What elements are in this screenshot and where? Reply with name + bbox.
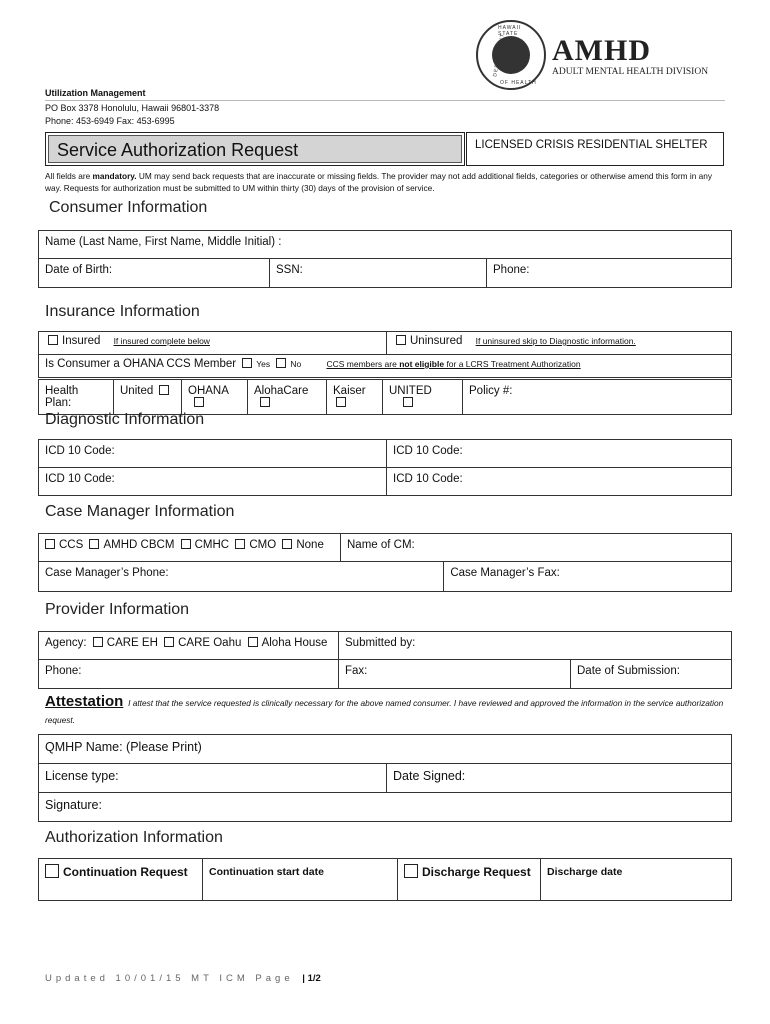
discharge-checkbox[interactable]: [404, 864, 418, 878]
cm-none-checkbox[interactable]: [282, 539, 292, 549]
consumer-phone-field[interactable]: Phone:: [487, 259, 732, 288]
attestation-text: I attest that the service requested is clinically necessary for the above named consumer. I have reviewed and approved the information in the service authorization request.: [45, 698, 724, 725]
submission-date-field[interactable]: Date of Submission:: [571, 660, 732, 689]
plan-ohana-checkbox[interactable]: [194, 397, 204, 407]
plan-united2: UNITED: [383, 380, 463, 415]
plan-alohacare-checkbox[interactable]: [260, 397, 270, 407]
plan-united: United: [114, 380, 182, 415]
cm-amhd-checkbox[interactable]: [89, 539, 99, 549]
seal-text-bottom: OF HEALTH: [500, 80, 537, 86]
seal-text-left: DEPARTMENT: [492, 32, 506, 78]
attestation-block: [45, 693, 725, 729]
insurance-table: [38, 331, 732, 378]
plan-kaiser: Kaiser: [327, 380, 383, 415]
hawaii-doh-seal: [476, 20, 546, 90]
signature-field[interactable]: Signature:: [39, 793, 732, 822]
org-name: Utilization Management: [45, 88, 146, 98]
page-number: 1/2: [307, 973, 321, 984]
page-title: Service Authorization Request: [48, 135, 462, 163]
consumer-heading: Consumer Information: [49, 199, 208, 216]
cm-cmo-checkbox[interactable]: [235, 539, 245, 549]
ssn-field[interactable]: SSN:: [270, 259, 487, 288]
icd-code-1[interactable]: ICD 10 Code:: [39, 440, 387, 468]
date-signed-field[interactable]: Date Signed:: [387, 764, 732, 793]
provider-fax-field[interactable]: Fax:: [339, 660, 571, 689]
icd-code-4[interactable]: ICD 10 Code:: [387, 468, 732, 496]
attestation-heading: Attestation: [45, 693, 124, 710]
ohana-no-checkbox[interactable]: [276, 358, 286, 368]
agency-care-oahu-checkbox[interactable]: [164, 637, 174, 647]
cm-cmhc-checkbox[interactable]: [181, 539, 191, 549]
logo-subtitle: ADULT MENTAL HEALTH DIVISION: [552, 67, 709, 77]
provider-table: [38, 631, 732, 689]
plan-alohacare: AlohaCare: [248, 380, 327, 415]
seal-text-top: HAWAII STATE: [498, 25, 522, 37]
discharge-date-field[interactable]: Discharge date: [541, 859, 732, 901]
consumer-table: [38, 230, 732, 288]
continuation-date-field[interactable]: Continuation start date: [203, 859, 398, 901]
dob-field[interactable]: Date of Birth:: [39, 259, 270, 288]
agency-aloha-house-checkbox[interactable]: [248, 637, 258, 647]
diagnostic-heading: Diagnostic Information: [45, 411, 205, 428]
insurance-heading: Insurance Information: [45, 303, 200, 320]
ohana-yes-checkbox[interactable]: [242, 358, 252, 368]
cm-phone-field[interactable]: Case Manager’s Phone:: [39, 562, 444, 592]
plan-kaiser-checkbox[interactable]: [336, 397, 346, 407]
cm-ccs-checkbox[interactable]: [45, 539, 55, 549]
org-address: PO Box 3378 Honolulu, Hawaii 96801-3378: [45, 103, 220, 113]
icd-code-3[interactable]: ICD 10 Code:: [39, 468, 387, 496]
logo-title: AMHD: [552, 34, 651, 67]
insured-cell: Insured If insured complete below: [39, 332, 387, 355]
policy-field[interactable]: Policy #:: [463, 380, 732, 415]
ohana-question: Is Consumer a OHANA CCS Member: [45, 358, 237, 370]
service-type: LICENSED CRISIS RESIDENTIAL SHELTER: [466, 132, 724, 166]
cm-name-field[interactable]: Name of CM:: [341, 534, 732, 562]
org-phone: Phone: 453-6949 Fax: 453-6995: [45, 116, 175, 126]
cm-fax-field[interactable]: Case Manager’s Fax:: [444, 562, 732, 592]
authorization-table: [38, 858, 732, 901]
agency-cell: Agency: CARE EH CARE Oahu Aloha House: [39, 632, 339, 660]
provider-phone-field[interactable]: Phone:: [39, 660, 339, 689]
diagnostic-table: [38, 439, 732, 496]
health-plan-table: [38, 379, 732, 415]
uninsured-checkbox[interactable]: [396, 335, 406, 345]
ohana-row: Is Consumer a OHANA CCS Member Yes No CCS members are not eligible for a LCRS Treatment Authorization: [39, 355, 732, 378]
uninsured-cell: Uninsured If uninsured skip to Diagnostic information.: [387, 332, 732, 355]
ccs-note: CCS members are not eligible for a LCRS Treatment Authorization: [326, 359, 581, 369]
authorization-heading: Authorization Information: [45, 829, 223, 846]
attestation-table: [38, 734, 732, 822]
license-type-field[interactable]: License type:: [39, 764, 387, 793]
name-field[interactable]: Name (Last Name, First Name, Middle Initial) :: [39, 231, 732, 259]
continuation-cell: Continuation Request: [39, 859, 203, 901]
insured-checkbox[interactable]: [48, 335, 58, 345]
header-divider: [45, 100, 725, 101]
footer-text: Updated 10/01/15 MT ICM Page: [45, 973, 294, 984]
icd-code-2[interactable]: ICD 10 Code:: [387, 440, 732, 468]
cm-options-cell: CCS AMHD CBCM CMHC CMO None: [39, 534, 341, 562]
case-manager-table: [38, 533, 732, 592]
agency-care-eh-checkbox[interactable]: [93, 637, 103, 647]
discharge-cell: Discharge Request: [398, 859, 541, 901]
title-box: [45, 132, 465, 166]
provider-heading: Provider Information: [45, 601, 190, 618]
continuation-checkbox[interactable]: [45, 864, 59, 878]
submitted-by-field[interactable]: Submitted by:: [339, 632, 732, 660]
mandatory-notice: All fields are mandatory. UM may send back requests that are inaccurate or missing fields. The provider may not add additional fields, categories or otherwise amend this form in any way. Requests for authorization must be submitted to UM within thirty (30) days of the provision of service.: [45, 171, 712, 193]
footer: Updated 10/01/15 MT ICM Page | 1/2: [45, 973, 321, 984]
plan-united2-checkbox[interactable]: [403, 397, 413, 407]
plan-united-checkbox[interactable]: [159, 385, 169, 395]
case-manager-heading: Case Manager Information: [45, 503, 235, 520]
health-plan-label: Health Plan:: [39, 380, 114, 415]
plan-ohana: OHANA: [182, 380, 248, 415]
qmhp-name-field[interactable]: QMHP Name: (Please Print): [39, 735, 732, 764]
